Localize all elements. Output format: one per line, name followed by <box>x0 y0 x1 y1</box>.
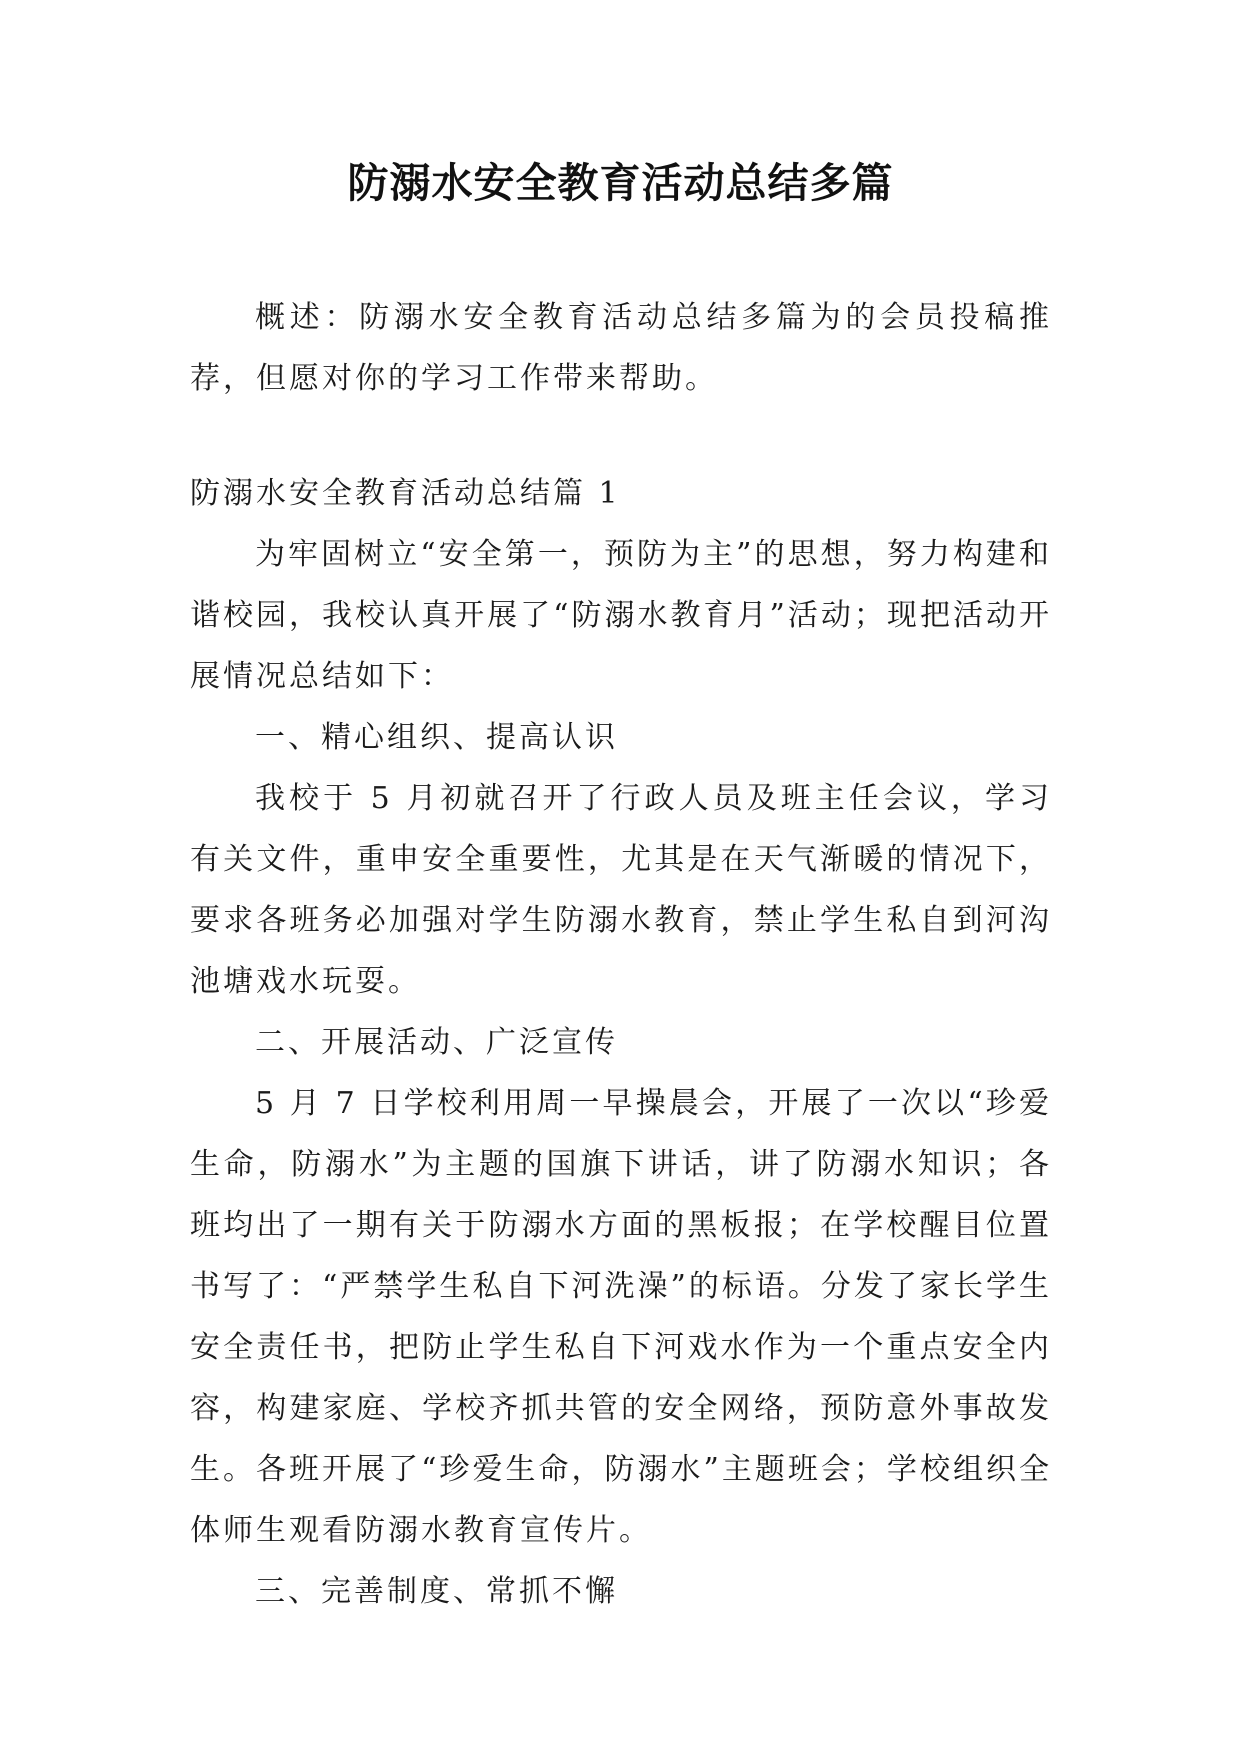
document-title: 防溺水安全教育活动总结多篇 <box>347 159 894 207</box>
heading-2: 二、开展活动、广泛宣传 <box>255 1025 618 1060</box>
summary-paragraph: 概述：防溺水安全教育活动总结多篇为的会员投稿推荐，但愿对你的学习工作带来帮助。 <box>190 300 1052 396</box>
section-title: 防溺水安全教育活动总结篇 1 <box>190 476 621 511</box>
paragraph-intro: 为牢固树立“安全第一，预防为主”的思想，努力构建和谐校园，我校认真开展了“防溺水教育月”活动；现把活动开展情况总结如下： <box>190 537 1052 694</box>
heading-1: 一、精心组织、提高认识 <box>255 720 618 755</box>
paragraph-1: 我校于 5 月初就召开了行政人员及班主任会议，学习有关文件，重申安全重要性，尤其是在天气渐暖的情况下，要求各班务必加强对学生防溺水教育，禁止学生私自到河沟池塘戏水玩耍。 <box>190 781 1052 999</box>
section-body <box>190 524 1052 1622</box>
paragraph-2: 5 月 7 日学校利用周一早操晨会，开展了一次以“珍爱生命，防溺水”为主题的国旗下讲话，讲了防溺水知识；各班均出了一期有关于防溺水方面的黑板报；在学校醒目位置书写了：“严禁学生私自下河洗澡”的标语。分发了家长学生安全责任书，把防止学生私自下河戏水作为一个重点安全内容，构建家庭、学校齐抓共管的安全网络，预防意外事故发生。各班开展了“珍爱生命，防溺水”主题班会；学校组织全体师生观看防溺水教育宣传片。 <box>190 1086 1052 1548</box>
heading-3: 三、完善制度、常抓不懈 <box>255 1574 618 1609</box>
